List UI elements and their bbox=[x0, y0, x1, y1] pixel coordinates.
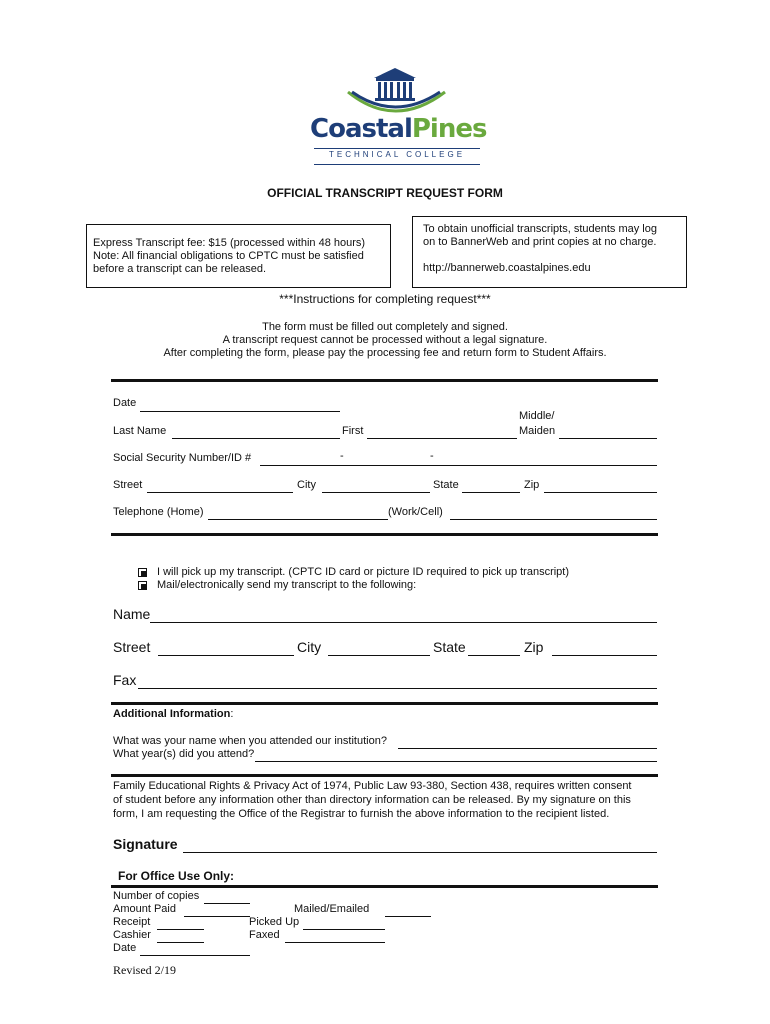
mail-label: Mail/electronically send my transcript to the following: bbox=[157, 579, 417, 591]
ssn-label: Social Security Number/ID # bbox=[113, 452, 252, 464]
ferpa-line-2: of student before any information other than directory information can be released. By my signature on this bbox=[113, 794, 631, 806]
fee-box bbox=[86, 224, 391, 288]
zip-field[interactable] bbox=[544, 478, 657, 493]
logo-subtitle: TECHNICAL COLLEGE bbox=[328, 150, 466, 159]
faxed-label: Faxed bbox=[249, 929, 280, 941]
state-label: State bbox=[433, 479, 459, 491]
ferpa-line-3: form, I am requesting the Office of the Registrar to furnish the above information to the recipient listed. bbox=[113, 808, 610, 820]
recipient-name-label: Name bbox=[113, 606, 151, 622]
middle-label-2: Maiden bbox=[519, 425, 556, 437]
logo-name-coastal: Coastal bbox=[310, 114, 412, 144]
picked-up-label: Picked Up bbox=[249, 916, 300, 928]
instructions-line-3: After completing the form, please pay the processing fee and return form to Student Affairs. bbox=[163, 347, 607, 359]
attended-years-field[interactable] bbox=[255, 747, 657, 762]
instructions-heading: ***Instructions for completing request*** bbox=[279, 292, 491, 306]
instructions-line-1: The form must be filled out completely and signed. bbox=[262, 321, 508, 333]
logo-name-pines: Pines bbox=[411, 114, 487, 144]
signature-field[interactable] bbox=[183, 838, 657, 853]
unofficial-box bbox=[412, 216, 687, 288]
telephone-home-label: Telephone (Home) bbox=[113, 506, 204, 518]
state-field[interactable] bbox=[462, 478, 520, 493]
signature-label: Signature bbox=[113, 836, 178, 852]
ssn-field[interactable] bbox=[260, 451, 657, 466]
section-divider-additional bbox=[111, 702, 658, 705]
copies-label: Number of copies bbox=[113, 890, 200, 902]
mailed-emailed-label: Mailed/Emailed bbox=[294, 903, 370, 915]
form-title: OFFICIAL TRANSCRIPT REQUEST FORM bbox=[267, 186, 503, 200]
revision-note: Revised 2/19 bbox=[113, 963, 176, 977]
recipient-street-label: Street bbox=[113, 639, 151, 655]
recipient-zip-label: Zip bbox=[524, 639, 544, 655]
recipient-name-field[interactable] bbox=[150, 608, 657, 623]
amount-paid-label: Amount Paid bbox=[113, 903, 176, 915]
section-divider-office bbox=[111, 885, 658, 888]
work-cell-field[interactable] bbox=[450, 505, 657, 520]
college-logo bbox=[300, 62, 490, 172]
section-divider-ferpa bbox=[111, 774, 658, 777]
date-field[interactable] bbox=[140, 397, 340, 412]
recipient-city-label: City bbox=[297, 639, 322, 655]
first-name-field[interactable] bbox=[367, 424, 517, 439]
office-use-heading: For Office Use Only: bbox=[118, 869, 235, 883]
last-name-label: Last Name bbox=[113, 425, 167, 437]
pickup-checkbox[interactable] bbox=[138, 568, 147, 577]
ssn-dash-2: - bbox=[430, 450, 434, 462]
ferpa-line-1: Family Educational Rights & Privacy Act of 1974, Public Law 93-380, Section 438, requires written consent bbox=[113, 780, 632, 792]
logo-underline-bottom bbox=[314, 164, 480, 165]
recipient-fax-label: Fax bbox=[113, 672, 137, 688]
attended-name-question: What was your name when you attended our institution? bbox=[113, 735, 387, 747]
first-name-label: First bbox=[342, 425, 364, 437]
unofficial-line-1: To obtain unofficial transcripts, students may log bbox=[423, 223, 657, 235]
pickup-label: I will pick up my transcript. (CPTC ID card or picture ID required to pick up transcript) bbox=[157, 566, 570, 578]
recipient-street-field[interactable] bbox=[158, 641, 294, 656]
additional-heading-colon: : bbox=[230, 708, 234, 720]
last-name-field[interactable] bbox=[172, 424, 340, 439]
street-label: Street bbox=[113, 479, 143, 491]
office-date-label: Date bbox=[113, 942, 137, 954]
instructions-line-2: A transcript request cannot be processed without a legal signature. bbox=[222, 334, 548, 346]
mail-checkbox[interactable] bbox=[138, 581, 147, 590]
city-field[interactable] bbox=[322, 478, 430, 493]
recipient-zip-field[interactable] bbox=[552, 641, 657, 656]
recipient-city-field[interactable] bbox=[328, 641, 430, 656]
city-label: City bbox=[297, 479, 316, 491]
telephone-home-field[interactable] bbox=[208, 505, 388, 520]
fee-line-1: Express Transcript fee: $15 (processed within 48 hours) bbox=[93, 237, 366, 249]
section-divider-middle bbox=[111, 533, 658, 536]
zip-label: Zip bbox=[524, 479, 540, 491]
date-label: Date bbox=[113, 397, 137, 409]
columns-building-icon bbox=[300, 62, 490, 122]
attended-years-question: What year(s) did you attend? bbox=[113, 748, 255, 760]
recipient-fax-field[interactable] bbox=[138, 674, 657, 689]
additional-heading: Additional Information bbox=[113, 708, 231, 720]
recipient-state-field[interactable] bbox=[468, 641, 520, 656]
middle-label-1: Middle/ bbox=[519, 410, 555, 422]
mailed-emailed-field[interactable] bbox=[385, 902, 431, 917]
unofficial-line-2: on to BannerWeb and print copies at no charge. bbox=[423, 236, 657, 248]
street-field[interactable] bbox=[147, 478, 293, 493]
ssn-dash-1: - bbox=[340, 450, 344, 462]
receipt-label: Receipt bbox=[113, 916, 151, 928]
faxed-field[interactable] bbox=[285, 928, 385, 943]
work-cell-label: (Work/Cell) bbox=[388, 506, 443, 518]
recipient-state-label: State bbox=[433, 639, 466, 655]
cashier-label: Cashier bbox=[113, 929, 151, 941]
office-date-field[interactable] bbox=[140, 941, 250, 956]
fee-line-2: Note: All financial obligations to CPTC must be satisfied bbox=[93, 250, 364, 262]
section-divider-top bbox=[111, 379, 658, 382]
bannerweb-link[interactable]: http://bannerweb.coastalpines.edu bbox=[423, 262, 591, 274]
logo-underline bbox=[314, 148, 480, 149]
fee-line-3: before a transcript can be released. bbox=[93, 263, 267, 275]
middle-name-field[interactable] bbox=[559, 424, 657, 439]
